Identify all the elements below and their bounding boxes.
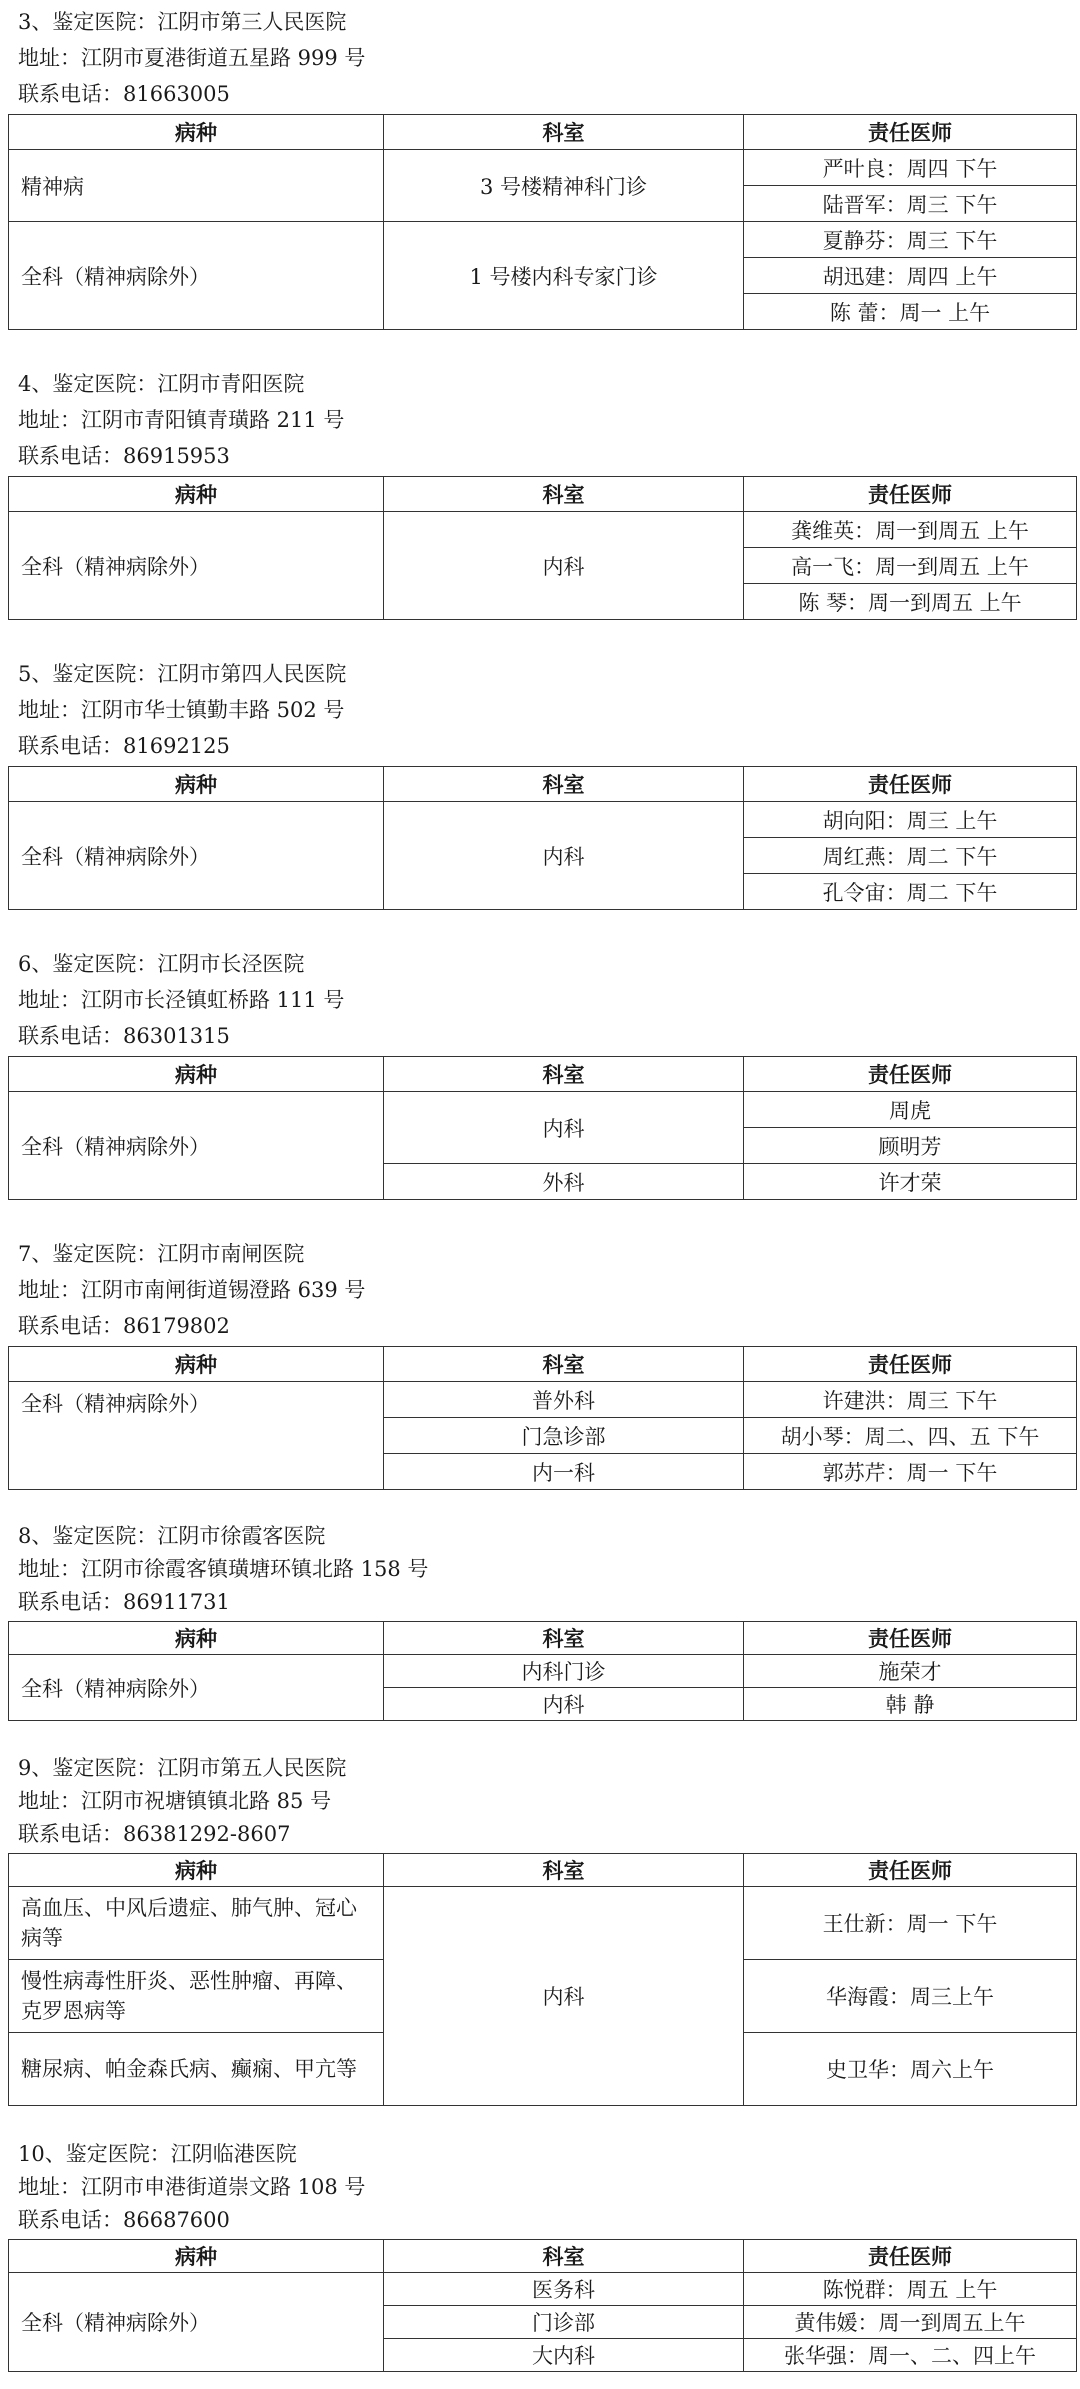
hospital-section-8 — [8, 1520, 1076, 1721]
department-cell: 大内科 — [384, 2339, 744, 2372]
header-doctor: 责任医师 — [744, 767, 1077, 802]
header-disease: 病种 — [9, 767, 384, 802]
hospital-phone: 联系电话：86911731 — [18, 1590, 230, 1614]
hospital-title: 3、鉴定医院：江阴市第三人民医院 — [18, 10, 347, 34]
header-doctor: 责任医师 — [744, 2240, 1077, 2273]
doctor-cell: 施荣才 — [744, 1655, 1077, 1688]
disease-cell: 全科（精神病除外） — [9, 1382, 384, 1490]
disease-cell: 全科（精神病除外） — [9, 1092, 384, 1200]
hospital-title: 9、鉴定医院：江阴市第五人民医院 — [18, 1756, 347, 1780]
hospital-address: 地址：江阴市南闸街道锡澄路 639 号 — [18, 1278, 366, 1302]
doctor-table — [8, 1346, 1077, 1490]
table-row — [9, 802, 1077, 838]
header-doctor: 责任医师 — [744, 1854, 1077, 1887]
hospital-phone: 联系电话：86915953 — [18, 444, 230, 468]
hospital-title: 6、鉴定医院：江阴市长泾医院 — [18, 952, 305, 976]
department-cell: 医务科 — [384, 2273, 744, 2306]
doctor-cell: 陈悦群：周五 上午 — [744, 2273, 1077, 2306]
header-disease: 病种 — [9, 2240, 384, 2273]
department-cell: 内科 — [384, 802, 744, 910]
department-cell: 3 号楼精神科门诊 — [384, 150, 744, 222]
disease-cell: 全科（精神病除外） — [9, 1655, 384, 1721]
department-cell: 内科 — [384, 1092, 744, 1164]
hospital-phone: 联系电话：86381292-8607 — [18, 1822, 291, 1846]
doctor-cell: 陈 琴：周一到周五 上午 — [744, 584, 1077, 620]
header-department: 科室 — [384, 2240, 744, 2273]
hospital-address: 地址：江阴市申港街道崇文路 108 号 — [18, 2175, 366, 2199]
doctor-cell: 周红燕：周二 下午 — [744, 838, 1077, 874]
table-row — [9, 2273, 1077, 2306]
doctor-cell: 许才荣 — [744, 1164, 1077, 1200]
doctor-table — [8, 476, 1077, 620]
hospital-section-3 — [8, 4, 1076, 330]
doctor-cell: 夏静芬：周三 下午 — [744, 222, 1077, 258]
hospital-phone: 联系电话：86687600 — [18, 2208, 230, 2232]
hospital-title: 4、鉴定医院：江阴市青阳医院 — [18, 372, 305, 396]
header-department: 科室 — [384, 477, 744, 512]
header-doctor: 责任医师 — [744, 115, 1077, 150]
hospital-address: 地址：江阴市祝塘镇镇北路 85 号 — [18, 1789, 332, 1813]
doctor-cell: 胡向阳：周三 上午 — [744, 802, 1077, 838]
disease-cell: 全科（精神病除外） — [9, 2273, 384, 2372]
table-row — [9, 1655, 1077, 1688]
doctor-table — [8, 766, 1077, 910]
table-row — [9, 512, 1077, 548]
hospital-address: 地址：江阴市青阳镇青璜路 211 号 — [18, 408, 345, 432]
header-doctor: 责任医师 — [744, 477, 1077, 512]
department-cell: 内科 — [384, 1887, 744, 2106]
doctor-cell: 史卫华：周六上午 — [744, 2033, 1077, 2106]
table-header-row — [9, 1622, 1077, 1655]
doctor-cell: 胡迅建：周四 上午 — [744, 258, 1077, 294]
disease-cell: 慢性病毒性肝炎、恶性肿瘤、再障、克罗恩病等 — [9, 1960, 384, 2033]
header-department: 科室 — [384, 1057, 744, 1092]
doctor-cell: 陈 蕾：周一 上午 — [744, 294, 1077, 330]
hospital-phone: 联系电话：81663005 — [18, 82, 230, 106]
department-cell: 内科 — [384, 1688, 744, 1721]
department-cell: 外科 — [384, 1164, 744, 1200]
table-row — [9, 150, 1077, 186]
doctor-cell: 严叶良：周四 下午 — [744, 150, 1077, 186]
hospital-address: 地址：江阴市徐霞客镇璜塘环镇北路 158 号 — [18, 1557, 429, 1581]
table-row — [9, 222, 1077, 258]
doctor-cell: 郭苏芹：周一 下午 — [744, 1454, 1077, 1490]
header-disease: 病种 — [9, 1347, 384, 1382]
doctor-cell: 胡小琴：周二、四、五 下午 — [744, 1418, 1077, 1454]
table-header-row — [9, 1854, 1077, 1887]
disease-cell: 精神病 — [9, 150, 384, 222]
doctor-cell: 黄伟媛：周一到周五上午 — [744, 2306, 1077, 2339]
doctor-cell: 孔令宙：周二 下午 — [744, 874, 1077, 910]
header-doctor: 责任医师 — [744, 1622, 1077, 1655]
hospital-title: 10、鉴定医院：江阴临港医院 — [18, 2142, 297, 2166]
header-doctor: 责任医师 — [744, 1057, 1077, 1092]
doctor-table — [8, 2239, 1077, 2372]
header-department: 科室 — [384, 1347, 744, 1382]
department-cell: 内科 — [384, 512, 744, 620]
disease-cell: 全科（精神病除外） — [9, 802, 384, 910]
header-disease: 病种 — [9, 1622, 384, 1655]
department-cell: 1 号楼内科专家门诊 — [384, 222, 744, 330]
table-row — [9, 1092, 1077, 1128]
hospital-section-9 — [8, 1752, 1076, 2106]
hospital-title: 8、鉴定医院：江阴市徐霞客医院 — [18, 1524, 326, 1548]
table-header-row — [9, 2240, 1077, 2273]
hospital-phone: 联系电话：81692125 — [18, 734, 230, 758]
hospital-address: 地址：江阴市华士镇勤丰路 502 号 — [18, 698, 345, 722]
header-disease: 病种 — [9, 1854, 384, 1887]
department-cell: 内一科 — [384, 1454, 744, 1490]
header-doctor: 责任医师 — [744, 1347, 1077, 1382]
doctor-cell: 周虎 — [744, 1092, 1077, 1128]
hospital-phone: 联系电话：86301315 — [18, 1024, 230, 1048]
doctor-cell: 张华强：周一、二、四上午 — [744, 2339, 1077, 2372]
table-header-row — [9, 115, 1077, 150]
table-row — [9, 1382, 1077, 1418]
doctor-cell: 顾明芳 — [744, 1128, 1077, 1164]
doctor-table — [8, 1853, 1077, 2106]
hospital-phone: 联系电话：86179802 — [18, 1314, 230, 1338]
header-department: 科室 — [384, 767, 744, 802]
department-cell: 门诊部 — [384, 2306, 744, 2339]
table-header-row — [9, 1057, 1077, 1092]
hospital-section-6 — [8, 946, 1076, 1200]
disease-cell: 糖尿病、帕金森氏病、癫痫、甲亢等 — [9, 2033, 384, 2106]
header-department: 科室 — [384, 115, 744, 150]
hospital-section-7 — [8, 1236, 1076, 1490]
department-cell: 普外科 — [384, 1382, 744, 1418]
doctor-cell: 王仕新：周一 下午 — [744, 1887, 1077, 1960]
doctor-table — [8, 1621, 1077, 1721]
department-cell: 门急诊部 — [384, 1418, 744, 1454]
doctor-table — [8, 114, 1077, 330]
table-header-row — [9, 1347, 1077, 1382]
table-row — [9, 1887, 1077, 1960]
doctor-table — [8, 1056, 1077, 1200]
header-disease: 病种 — [9, 115, 384, 150]
hospital-address: 地址：江阴市夏港街道五星路 999 号 — [18, 46, 366, 70]
hospital-section-4 — [8, 366, 1076, 620]
header-department: 科室 — [384, 1622, 744, 1655]
table-header-row — [9, 767, 1077, 802]
doctor-cell: 陆晋军：周三 下午 — [744, 186, 1077, 222]
table-header-row — [9, 477, 1077, 512]
hospital-address: 地址：江阴市长泾镇虹桥路 111 号 — [18, 988, 345, 1012]
doctor-cell: 韩 静 — [744, 1688, 1077, 1721]
hospital-title: 5、鉴定医院：江阴市第四人民医院 — [18, 662, 347, 686]
doctor-cell: 高一飞：周一到周五 上午 — [744, 548, 1077, 584]
doctor-cell: 龚维英：周一到周五 上午 — [744, 512, 1077, 548]
hospital-section-10 — [8, 2138, 1076, 2372]
header-department: 科室 — [384, 1854, 744, 1887]
header-disease: 病种 — [9, 477, 384, 512]
disease-cell: 全科（精神病除外） — [9, 222, 384, 330]
doctor-cell: 华海霞：周三上午 — [744, 1960, 1077, 2033]
hospital-title: 7、鉴定医院：江阴市南闸医院 — [18, 1242, 305, 1266]
doctor-cell: 许建洪：周三 下午 — [744, 1382, 1077, 1418]
disease-cell: 全科（精神病除外） — [9, 512, 384, 620]
hospital-section-5 — [8, 656, 1076, 910]
department-cell: 内科门诊 — [384, 1655, 744, 1688]
header-disease: 病种 — [9, 1057, 384, 1092]
disease-cell: 高血压、中风后遗症、肺气肿、冠心病等 — [9, 1887, 384, 1960]
